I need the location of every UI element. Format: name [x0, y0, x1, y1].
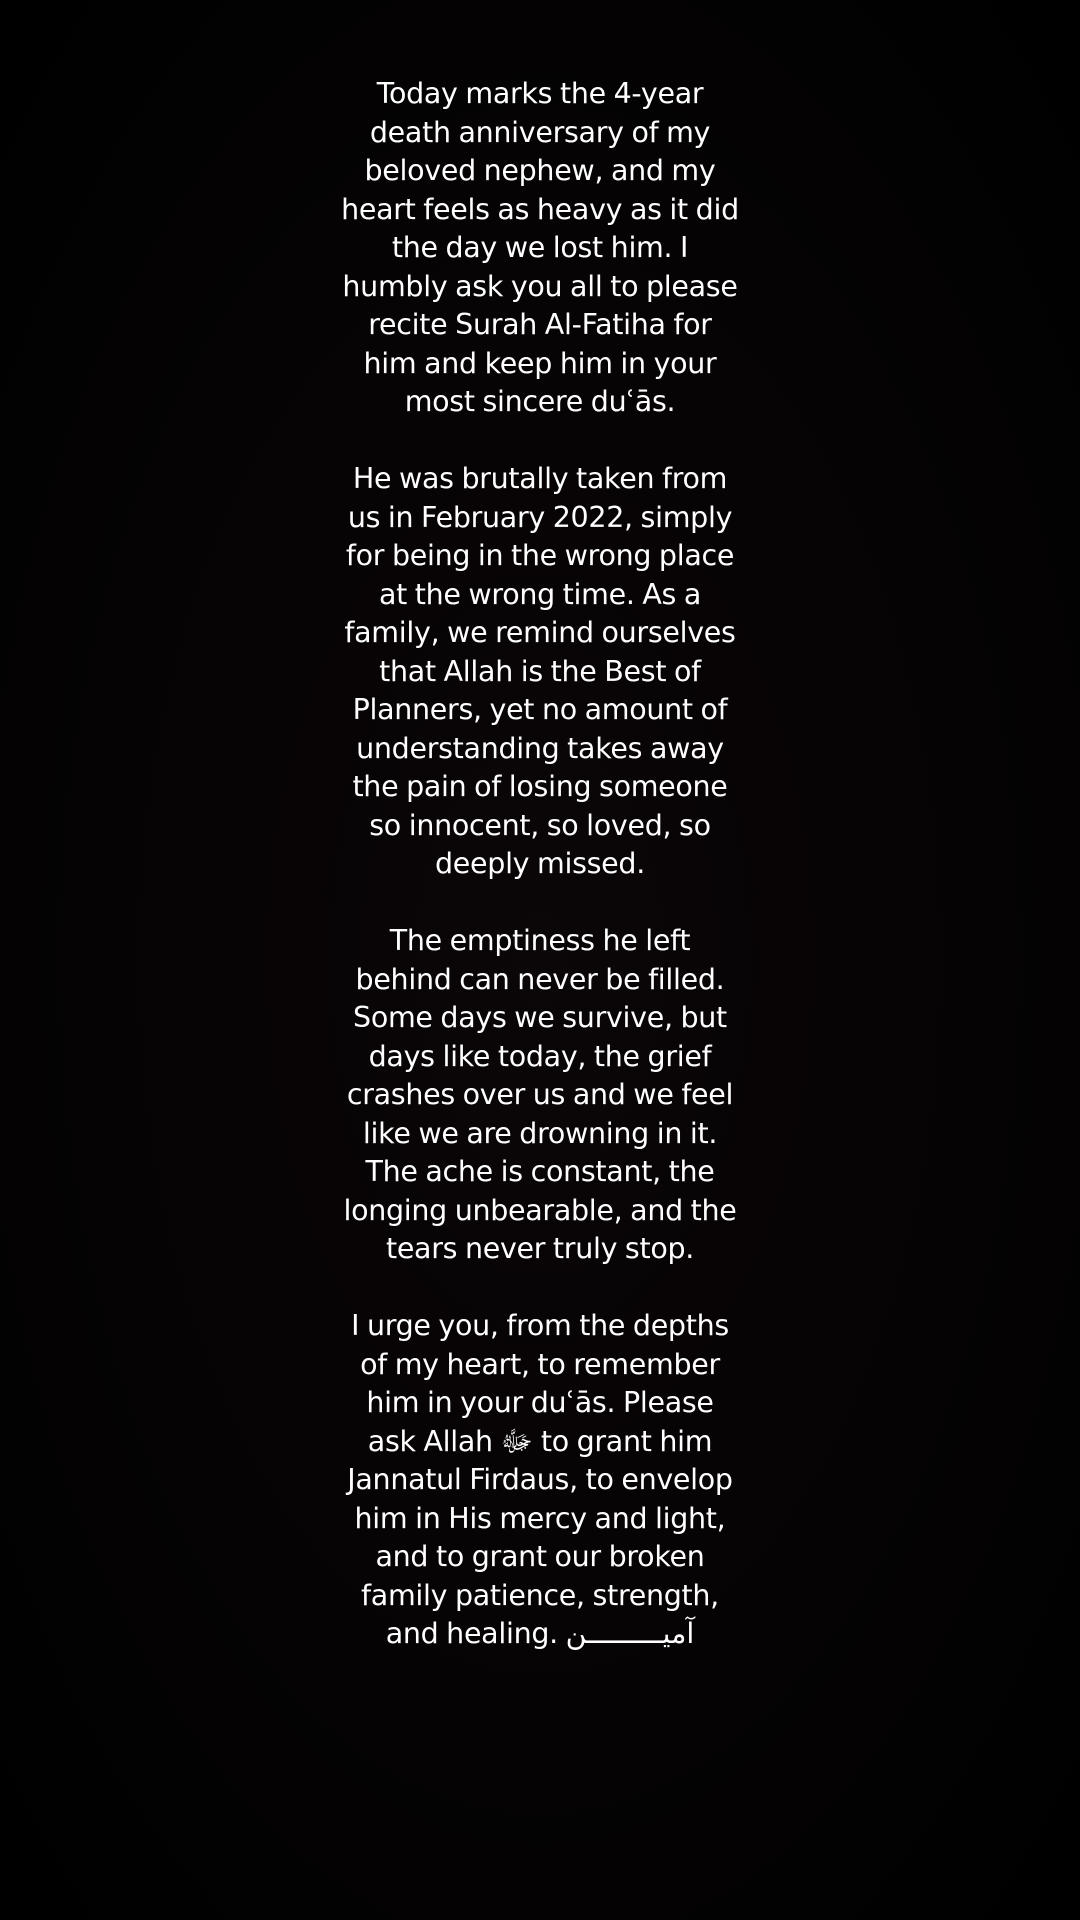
story-paragraph-4: I urge you, from the depths of my heart, to remember him in your duʿās. Please ask Allah ﷻ to grant him Jannatul Firdaus, to envelop him in His mercy and light, and to grant our broken family patience, strength, and healing. آمیـــــــــن: [347, 1309, 733, 1650]
story-paragraph-3: The emptiness he left behind can never be filled. Some days we survive, but days like today, the grief crashes over us and we feel like we are drowning in it. The ache is constant, the longing unbearable, and the tears never truly stop.: [343, 924, 737, 1265]
story-paragraph-1: Today marks the 4-year death anniversary of my beloved nephew, and my heart feels as heavy as it did the day we lost him. I humbly ask you all to please recite Surah Al-Fatiha for him and keep him in your most sincere duʿās.: [341, 77, 739, 418]
story-text-block: [340, 75, 740, 1654]
story-paragraph-2: He was brutally taken from us in February 2022, simply for being in the wrong place at the wrong time. As a family, we remind ourselves that Allah is the Best of Planners, yet no amount of understanding takes away the pain of losing someone so innocent, so loved, so deeply missed.: [344, 462, 736, 880]
